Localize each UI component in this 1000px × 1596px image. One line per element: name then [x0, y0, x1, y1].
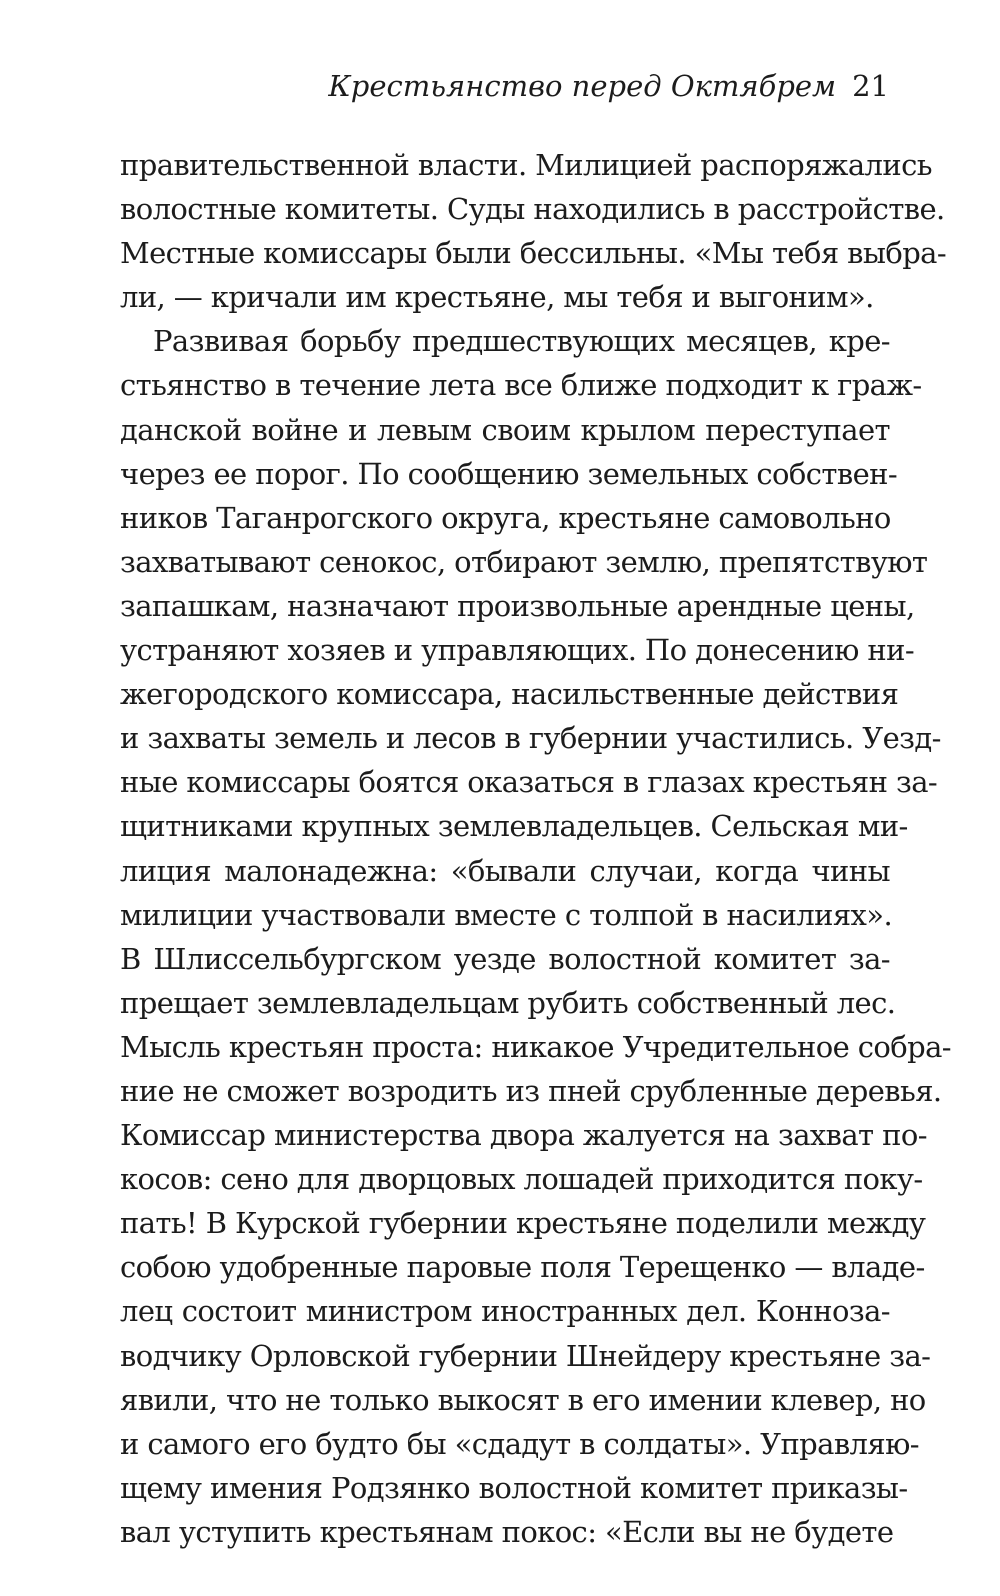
text-line: Мысль крестьян проста: никакое Учредительное собра-: [120, 1029, 952, 1064]
text-line: явили, что не только выкосят в его имении клевер, но: [120, 1382, 926, 1417]
text-line: Местные комиссары были бессильны. «Мы тебя выбра-: [120, 236, 947, 271]
text-line: щему имения Родзянко волостной комитет приказы-: [120, 1470, 908, 1505]
text-line: ников Таганрогского округа, крестьяне самовольно: [120, 500, 891, 535]
text-line: данской войне и левым своим крылом переступает: [120, 412, 890, 447]
text-line: ные комиссары боятся оказаться в глазах крестьян за-: [120, 765, 938, 800]
text-line: собою удобренные паровые поля Терещенко — владе-: [120, 1250, 925, 1285]
body-text: [120, 143, 952, 1554]
text-line: косов: сено для дворцовых лошадей приходится поку-: [120, 1162, 923, 1197]
text-line: Комиссар министерства двора жалуется на захват по-: [120, 1118, 927, 1153]
text-line: ние не сможет возродить из пней срубленные деревья.: [120, 1073, 942, 1108]
running-head-title: Крестьянство перед Октябрем: [328, 69, 837, 103]
text-line: водчику Орловской губернии Шнейдеру крестьяне за-: [120, 1338, 931, 1373]
running-head: [0, 66, 889, 106]
text-line: милиции участвовали вместе с толпой в насилиях».: [120, 897, 893, 932]
text-line: Развивая борьбу предшествующих месяцев, кре-: [153, 324, 890, 359]
text-line: вал уступить крестьянам покос: «Если вы не будете: [120, 1514, 894, 1549]
text-line: и захваты земель и лесов в губернии участились. Уезд-: [120, 721, 941, 756]
text-line: В Шлиссельбургском уезде волостной комитет за-: [120, 941, 890, 976]
text-line: волостные комитеты. Суды находились в расстройстве.: [120, 192, 945, 227]
text-line: прещает землевладельцам рубить собственный лес.: [120, 985, 896, 1020]
text-line: правительственной власти. Милицией распоряжались: [120, 148, 932, 182]
text-line: устраняют хозяев и управляющих. По донесению ни-: [120, 633, 915, 668]
text-line: пать! В Курской губернии крестьяне поделили между: [120, 1206, 926, 1241]
text-line: лиция малонадежна: «бывали случаи, когда чины: [120, 853, 890, 888]
page-number: 21: [852, 69, 889, 103]
text-line: стьянство в течение лета все ближе подходит к граж-: [120, 368, 922, 403]
text-line: запашкам, назначают произвольные арендные цены,: [120, 588, 915, 623]
text-line: ли, — кричали им крестьяне, мы тебя и выгоним».: [120, 280, 874, 315]
text-line: и самого его будто бы «сдадут в солдаты». Управляю-: [120, 1426, 919, 1461]
text-line: захватывают сенокос, отбирают землю, препятствуют: [120, 544, 928, 579]
text-line: лец состоит министром иностранных дел. Коннoза-: [120, 1294, 890, 1329]
text-line: жегородского комиссара, насильственные действия: [120, 677, 899, 712]
text-line: щитниками крупных землевладельцев. Сельская ми-: [120, 809, 908, 844]
text-line: через ее порог. По сообщению земельных собствен-: [120, 456, 898, 491]
